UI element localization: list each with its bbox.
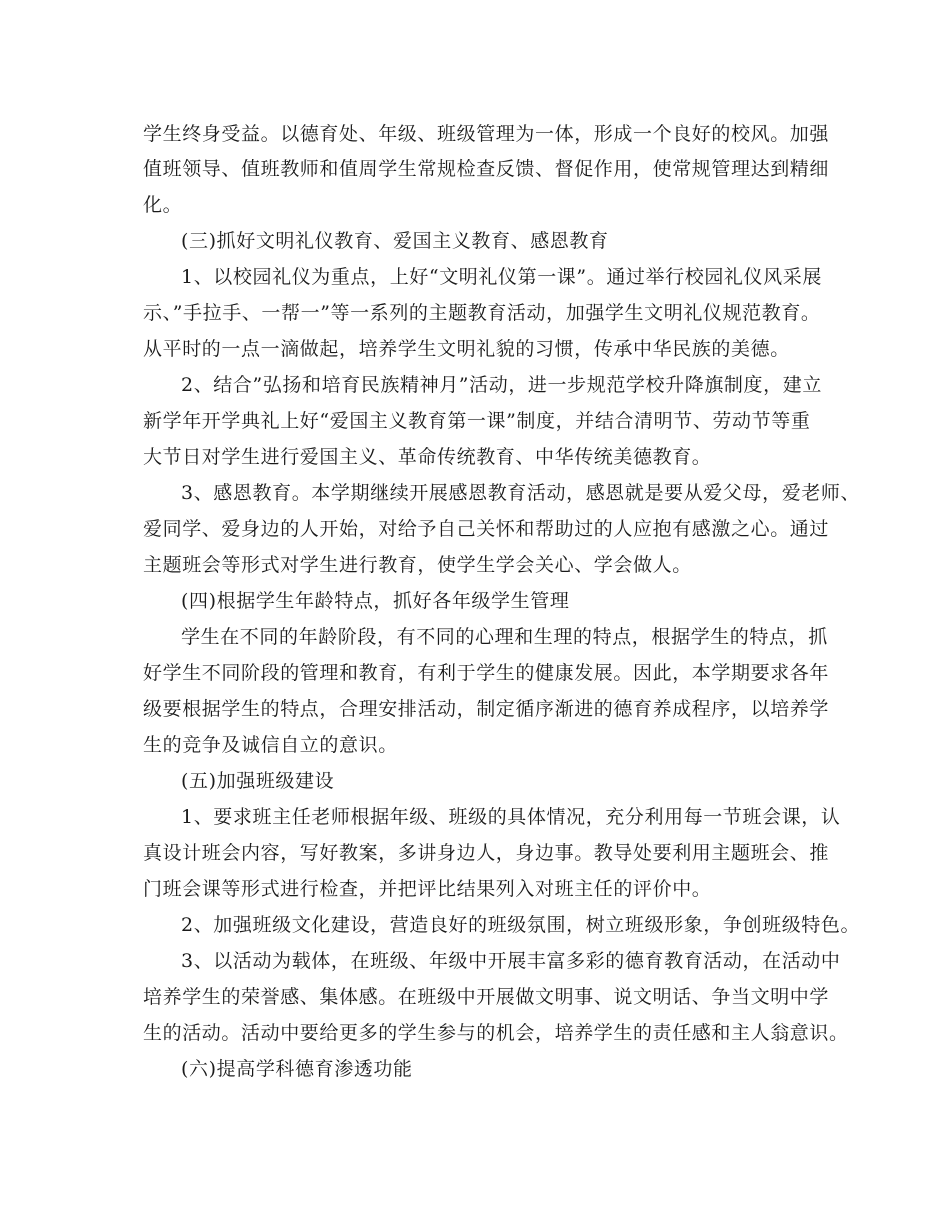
text-line: 示、”手拉手、一帮一”等一系列的主题教育活动，加强学生文明礼仪规范教育。 [143,302,821,324]
text-line: 2、结合”弘扬和培育民族精神月”活动，进一步规范学校升降旗制度，建立 [181,374,822,396]
text-line: 值班领导、值班教师和值周学生常规检查反馈、督促作用，使常规管理达到精细 [143,158,830,180]
section-heading: (六)提高学科德育渗透功能 [181,1058,413,1080]
text-line: 级要根据学生的特点，合理安排活动，制定循序渐进的德育养成程序，以培养学 [143,698,830,720]
text-line: 2、加强班级文化建设，营造良好的班级氛围，树立班级形象，争创班级特色。 [181,914,861,936]
text-line: 培养学生的荣誉感、集体感。在班级中开展做文明事、说文明话、争当文明中学 [143,986,830,1008]
section-heading: (四)根据学生年龄特点，抓好各年级学生管理 [181,590,570,612]
text-line: 好学生不同阶段的管理和教育，有利于学生的健康发展。因此，本学期要求各年 [143,662,830,684]
text-line: 大节日对学生进行爱国主义、革命传统教育、中华传统美德教育。 [143,446,712,468]
text-line: 爱同学、爱身边的人开始，对给予自己关怀和帮助过的人应抱有感激之心。通过 [143,518,830,540]
text-line: 门班会课等形式进行检查，并把评比结果列入对班主任的评价中。 [143,878,712,900]
text-line: 主题班会等形式对学生进行教育，使学生学会关心、学会做人。 [143,554,692,576]
text-line: 化。 [143,194,183,216]
text-line: 新学年开学典礼上好“爱国主义教育第一课”制度，并结合清明节、劳动节等重 [143,410,811,432]
section-heading: (三)抓好文明礼仪教育、爱国主义教育、感恩教育 [181,230,609,252]
text-line: 学生终身受益。以德育处、年级、班级管理为一体，形成一个良好的校风。加强 [143,123,830,145]
text-line: 从平时的一点一滴做起，培养学生文明礼貌的习惯，传承中华民族的美德。 [143,338,790,360]
text-line: 学生在不同的年龄阶段，有不同的心理和生理的特点，根据学生的特点，抓 [181,626,828,648]
text-line: 真设计班会内容，写好教案，多讲身边人，身边事。教导处要利用主题班会、推 [143,842,830,864]
section-heading: (五)加强班级建设 [181,770,335,792]
text-line: 3、以活动为载体，在班级、年级中开展丰富多彩的德育教育活动，在活动中 [181,950,841,972]
text-line: 1、以校园礼仪为重点，上好“文明礼仪第一课”。通过举行校园礼仪风采展 [181,266,822,288]
text-line: 生的活动。活动中要给更多的学生参与的机会，培养学生的责任感和主人翁意识。 [143,1022,849,1044]
text-line: 3、感恩教育。本学期继续开展感恩教育活动，感恩就是要从爱父母，爱老师、 [181,482,861,504]
text-line: 生的竞争及诚信自立的意识。 [143,734,398,756]
text-line: 1、要求班主任老师根据年级、班级的具体情况，充分利用每一节班会课，认 [181,806,841,828]
